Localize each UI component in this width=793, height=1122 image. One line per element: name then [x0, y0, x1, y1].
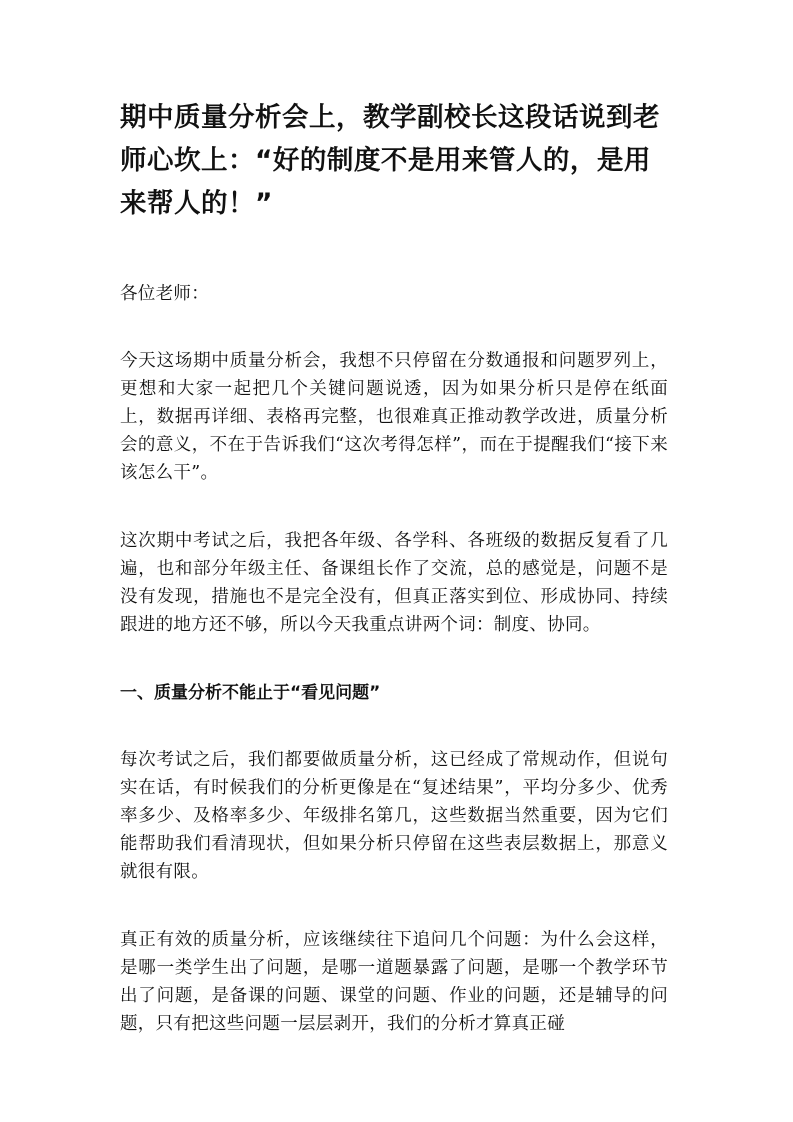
article-title: 期中质量分析会上，教学副校长这段话说到老师心坎上：“好的制度不是用来管人的，是用来帮人的！”	[120, 102, 660, 219]
section-paragraph: 每次考试之后，我们都要做质量分析，这已经成了常规动作，但说句实在话，有时候我们的分析更像是在“复述结果”，平均分多少、优秀率多少、及格率多少、年级排名第几，这些数据当然重要，因为它们能帮助我们看清现状，但如果分析只停留在这些表层数据上，那意义就很有限。	[120, 750, 668, 882]
document-page	[120, 96, 668, 1038]
section-heading: 一、质量分析不能止于“看见问题”	[120, 683, 381, 703]
section-paragraph: 真正有效的质量分析，应该继续往下追问几个问题：为什么会这样，是哪一类学生出了问题，是哪一道题暴露了问题，是哪一个教学环节出了问题，是备课的问题、课堂的问题、作业的问题，还是辅导的问题，只有把这些问题一层层剥开，我们的分析才算真正碰	[120, 930, 668, 1034]
body-paragraph: 今天这场期中质量分析会，我想不只停留在分数通报和问题罗列上，更想和大家一起把几个关键问题说透，因为如果分析只是停在纸面上，数据再详细、表格再完整，也很难真正推动教学改进，质量分析会的意义，不在于告诉我们“这次考得怎样”，而在于提醒我们“接下来该怎么干”。	[120, 351, 668, 483]
salutation: 各位老师：	[120, 284, 209, 304]
body-paragraph: 这次期中考试之后，我把各年级、各学科、各班级的数据反复看了几遍，也和部分年级主任、备课组长作了交流，总的感觉是，问题不是没有发现，措施也不是完全没有，但真正落实到位、形成协同、持续跟进的地方还不够，所以今天我重点讲两个词：制度、协同。	[120, 531, 668, 635]
